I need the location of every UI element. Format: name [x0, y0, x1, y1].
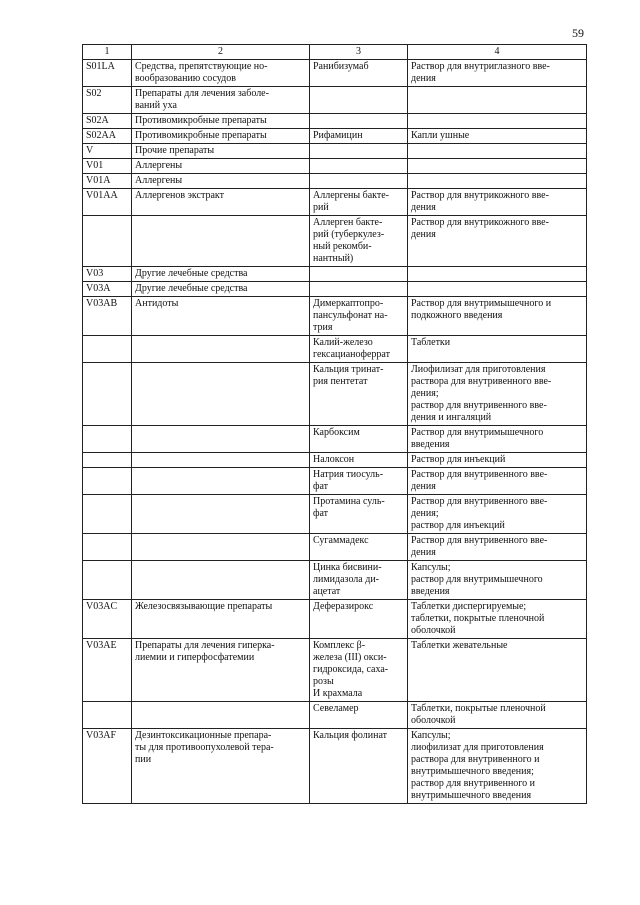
group-name-cell — [132, 216, 310, 267]
atc-code-cell — [83, 534, 132, 561]
page-number: 59 — [572, 26, 584, 40]
group-name-cell: Препараты для лечения гиперка- лиемии и гиперфосфатемии — [132, 639, 310, 702]
dosage-form-cell — [408, 144, 587, 159]
dosage-form-cell: Лиофилизат для приготовления раствора для внутривенного вве- дения; раствор для внутривенного вве- дения и ингаляций — [408, 363, 587, 426]
drug-name-cell: Ранибизумаб — [310, 60, 408, 87]
dosage-form-cell: Раствор для внутривенного вве- дения — [408, 468, 587, 495]
header-col-1: 1 — [83, 45, 132, 60]
table-row — [83, 363, 587, 426]
atc-code-cell — [83, 216, 132, 267]
group-name-cell: Антидоты — [132, 297, 310, 336]
group-name-cell — [132, 702, 310, 729]
dosage-form-cell — [408, 267, 587, 282]
group-name-cell — [132, 534, 310, 561]
atc-code-cell: V03AE — [83, 639, 132, 702]
table-row — [83, 600, 587, 639]
drug-name-cell: Кальция фолинат — [310, 729, 408, 804]
table-row — [83, 702, 587, 729]
dosage-form-cell — [408, 159, 587, 174]
dosage-form-cell: Капсулы; раствор для внутримышечного введения — [408, 561, 587, 600]
atc-code-cell — [83, 426, 132, 453]
dosage-form-cell: Раствор для внутриглазного вве- дения — [408, 60, 587, 87]
dosage-form-cell — [408, 282, 587, 297]
atc-code-cell: V03AC — [83, 600, 132, 639]
dosage-form-cell — [408, 174, 587, 189]
dosage-form-cell: Раствор для внутримышечного введения — [408, 426, 587, 453]
dosage-form-cell: Таблетки диспергируемые; таблетки, покрытые пленочной оболочкой — [408, 600, 587, 639]
group-name-cell: Железосвязывающие препараты — [132, 600, 310, 639]
group-name-cell: Другие лечебные средства — [132, 267, 310, 282]
atc-code-cell — [83, 336, 132, 363]
atc-code-cell: S02 — [83, 87, 132, 114]
drug-name-cell: Цинка бисвини- лимидазола ди- ацетат — [310, 561, 408, 600]
table-row — [83, 297, 587, 336]
drug-name-cell — [310, 267, 408, 282]
drug-name-cell — [310, 174, 408, 189]
header-col-3: 3 — [310, 45, 408, 60]
atc-code-cell — [83, 495, 132, 534]
drug-name-cell: Сугаммадекс — [310, 534, 408, 561]
group-name-cell — [132, 363, 310, 426]
atc-code-cell: V01AA — [83, 189, 132, 216]
dosage-form-cell: Таблетки — [408, 336, 587, 363]
drug-name-cell: Кальция тринат- рия пентетат — [310, 363, 408, 426]
table-row — [83, 159, 587, 174]
header-col-4: 4 — [408, 45, 587, 60]
dosage-form-cell: Раствор для инъекций — [408, 453, 587, 468]
drug-name-cell: Натрия тиосуль- фат — [310, 468, 408, 495]
table-row — [83, 114, 587, 129]
table-row — [83, 129, 587, 144]
table-row — [83, 282, 587, 297]
atc-code-cell — [83, 453, 132, 468]
dosage-form-cell: Капсулы; лиофилизат для приготовления раствора для внутривенного и внутримышечного введения; раствор для внутривенного и внутримышечного введения — [408, 729, 587, 804]
dosage-form-cell — [408, 87, 587, 114]
table-row — [83, 495, 587, 534]
dosage-form-cell: Таблетки, покрытые пленочной оболочкой — [408, 702, 587, 729]
group-name-cell: Прочие препараты — [132, 144, 310, 159]
group-name-cell — [132, 336, 310, 363]
table-row — [83, 336, 587, 363]
table-row — [83, 639, 587, 702]
drug-name-cell: Калий-железо гексацианоферрат — [310, 336, 408, 363]
header-col-2: 2 — [132, 45, 310, 60]
drug-name-cell: Деферазирокс — [310, 600, 408, 639]
drug-name-cell — [310, 159, 408, 174]
dosage-form-cell: Таблетки жевательные — [408, 639, 587, 702]
table-row — [83, 468, 587, 495]
atc-code-cell: V01 — [83, 159, 132, 174]
group-name-cell — [132, 468, 310, 495]
atc-code-cell: S02AA — [83, 129, 132, 144]
table-header-row — [83, 45, 587, 60]
group-name-cell: Средства, препятствующие но- вообразованию сосудов — [132, 60, 310, 87]
group-name-cell: Аллергенов экстракт — [132, 189, 310, 216]
dosage-form-cell: Раствор для внутрикожного вве- дения — [408, 189, 587, 216]
atc-code-cell — [83, 561, 132, 600]
atc-code-cell — [83, 363, 132, 426]
group-name-cell: Препараты для лечения заболе- ваний уха — [132, 87, 310, 114]
group-name-cell — [132, 426, 310, 453]
table-row — [83, 426, 587, 453]
table-row — [83, 216, 587, 267]
table-row — [83, 189, 587, 216]
atc-code-cell: S01LA — [83, 60, 132, 87]
atc-code-cell: S02A — [83, 114, 132, 129]
drug-name-cell — [310, 114, 408, 129]
table-row — [83, 87, 587, 114]
dosage-form-cell — [408, 114, 587, 129]
dosage-form-cell: Раствор для внутривенного вве- дения — [408, 534, 587, 561]
dosage-form-cell: Раствор для внутривенного вве- дения; раствор для инъекций — [408, 495, 587, 534]
group-name-cell: Аллергены — [132, 174, 310, 189]
atc-code-cell: V — [83, 144, 132, 159]
table-row — [83, 60, 587, 87]
table-row — [83, 561, 587, 600]
atc-code-cell: V03 — [83, 267, 132, 282]
table-row — [83, 534, 587, 561]
group-name-cell — [132, 561, 310, 600]
table-row — [83, 267, 587, 282]
drug-name-cell: Налоксон — [310, 453, 408, 468]
atc-code-cell: V03A — [83, 282, 132, 297]
atc-code-cell: V01A — [83, 174, 132, 189]
drug-name-cell — [310, 87, 408, 114]
drug-name-cell — [310, 144, 408, 159]
table-row — [83, 729, 587, 804]
group-name-cell — [132, 453, 310, 468]
drug-name-cell: Севеламер — [310, 702, 408, 729]
dosage-form-cell: Раствор для внутрикожного вве- дения — [408, 216, 587, 267]
drug-name-cell: Рифамицин — [310, 129, 408, 144]
table-row — [83, 453, 587, 468]
drug-name-cell: Карбоксим — [310, 426, 408, 453]
drug-name-cell: Димеркаптопро- пансульфонат на- трия — [310, 297, 408, 336]
drug-name-cell: Протамина суль- фат — [310, 495, 408, 534]
group-name-cell: Аллергены — [132, 159, 310, 174]
drug-name-cell: Аллергены бакте- рий — [310, 189, 408, 216]
drug-table — [82, 44, 587, 804]
group-name-cell: Противомикробные препараты — [132, 114, 310, 129]
drug-name-cell: Комплекс β- железа (III) окси- гидроксида, саха- розы И крахмала — [310, 639, 408, 702]
atc-code-cell — [83, 468, 132, 495]
atc-code-cell — [83, 702, 132, 729]
atc-code-cell: V03AF — [83, 729, 132, 804]
drug-name-cell: Аллерген бакте- рий (туберкулез- ный рекомби- нантный) — [310, 216, 408, 267]
drug-name-cell — [310, 282, 408, 297]
group-name-cell: Дезинтоксикационные препара- ты для противоопухолевой тера- пии — [132, 729, 310, 804]
group-name-cell — [132, 495, 310, 534]
dosage-form-cell: Раствор для внутримышечного и подкожного введения — [408, 297, 587, 336]
dosage-form-cell: Капли ушные — [408, 129, 587, 144]
table-row — [83, 144, 587, 159]
atc-code-cell: V03AB — [83, 297, 132, 336]
group-name-cell: Противомикробные препараты — [132, 129, 310, 144]
table-row — [83, 174, 587, 189]
group-name-cell: Другие лечебные средства — [132, 282, 310, 297]
